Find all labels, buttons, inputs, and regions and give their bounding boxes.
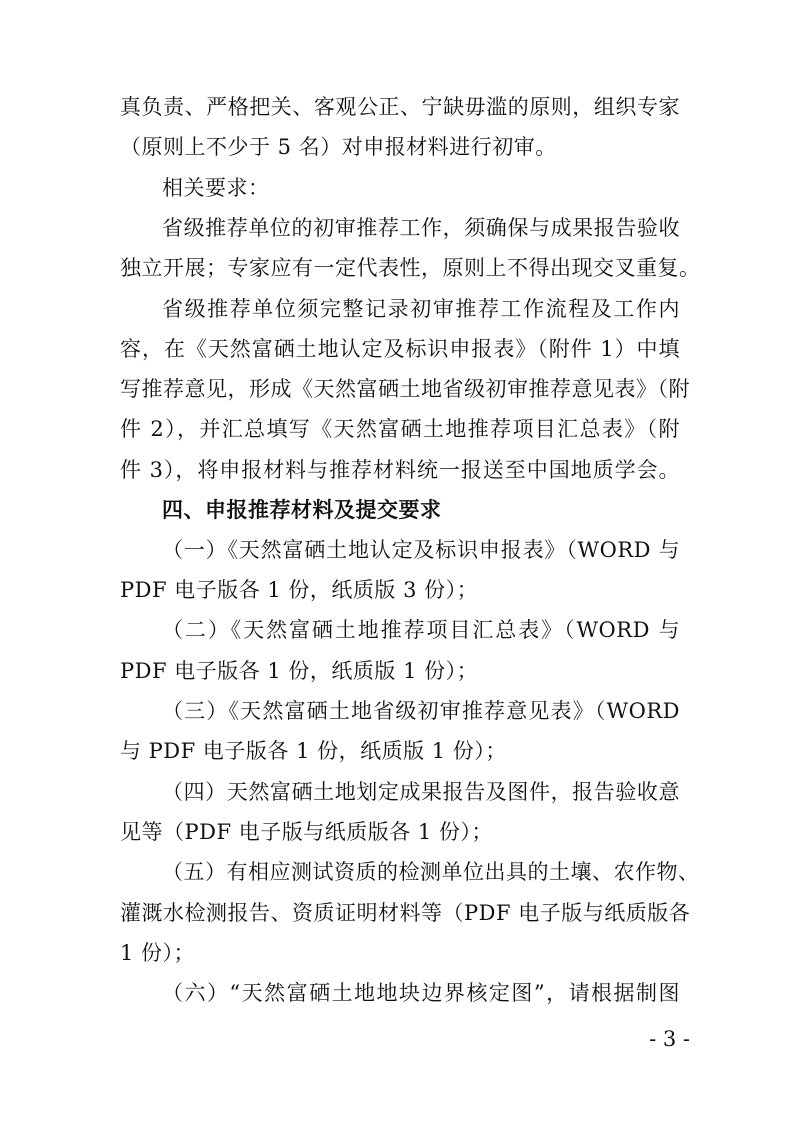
text-line: PDF 电子版各 1 份，纸质版 1 份）； xyxy=(120,659,479,683)
text-line: （原则上不少于 5 名）对申报材料进行初审。 xyxy=(120,135,557,159)
text-line: 件 2），并汇总填写《天然富硒土地推荐项目汇总表》（附 xyxy=(120,417,680,441)
text-line: 与 PDF 电子版各 1 份，纸质版 1 份）； xyxy=(120,739,507,763)
text-line: （五）有相应测试资质的检测单位出具的土壤、农作物、 xyxy=(162,860,700,884)
text-line: 灌溉水检测报告、资质证明材料等（PDF 电子版与纸质版各 xyxy=(120,901,691,925)
text-line: PDF 电子版各 1 份，纸质版 3 份）； xyxy=(120,578,479,602)
text-line: （四）天然富硒土地划定成果报告及图件，报告验收意 xyxy=(162,780,680,804)
text-line: 件 3），将申报材料与推荐材料统一报送至中国地质学会。 xyxy=(120,458,680,482)
text-line: 相关要求： xyxy=(162,176,270,200)
text-line: （三）《天然富硒土地省级初审推荐意见表》（WORD xyxy=(162,699,680,723)
text-line: 省级推荐单位的初审推荐工作，须确保与成果报告验收 xyxy=(162,216,680,240)
text-line: （六）“天然富硒土地地块边界核定图”，请根据制图 xyxy=(162,981,680,1005)
text-line: 真负责、严格把关、客观公正、宁缺毋滥的原则，组织专家 xyxy=(120,95,680,119)
text-line: 独立开展；专家应有一定代表性，原则上不得出现交叉重复。 xyxy=(120,256,701,280)
text-line: 省级推荐单位须完整记录初审推荐工作流程及工作内 xyxy=(162,297,680,321)
text-line: 容，在《天然富硒土地认定及标识申报表》（附件 1）中填 xyxy=(120,337,680,361)
text-line: 1 份）； xyxy=(120,941,196,965)
page-number: - 3 - xyxy=(649,1027,690,1051)
text-line: 见等（PDF 电子版与纸质版各 1 份）； xyxy=(120,820,493,844)
section-heading: 四、申报推荐材料及提交要求 xyxy=(162,498,442,522)
text-line: （一）《天然富硒土地认定及标识申报表》（WORD 与 xyxy=(162,538,680,562)
text-line: 写推荐意见，形成《天然富硒土地省级初审推荐意见表》（附 xyxy=(120,377,690,401)
text-line: （二）《天然富硒土地推荐项目汇总表》（WORD 与 xyxy=(162,618,680,642)
